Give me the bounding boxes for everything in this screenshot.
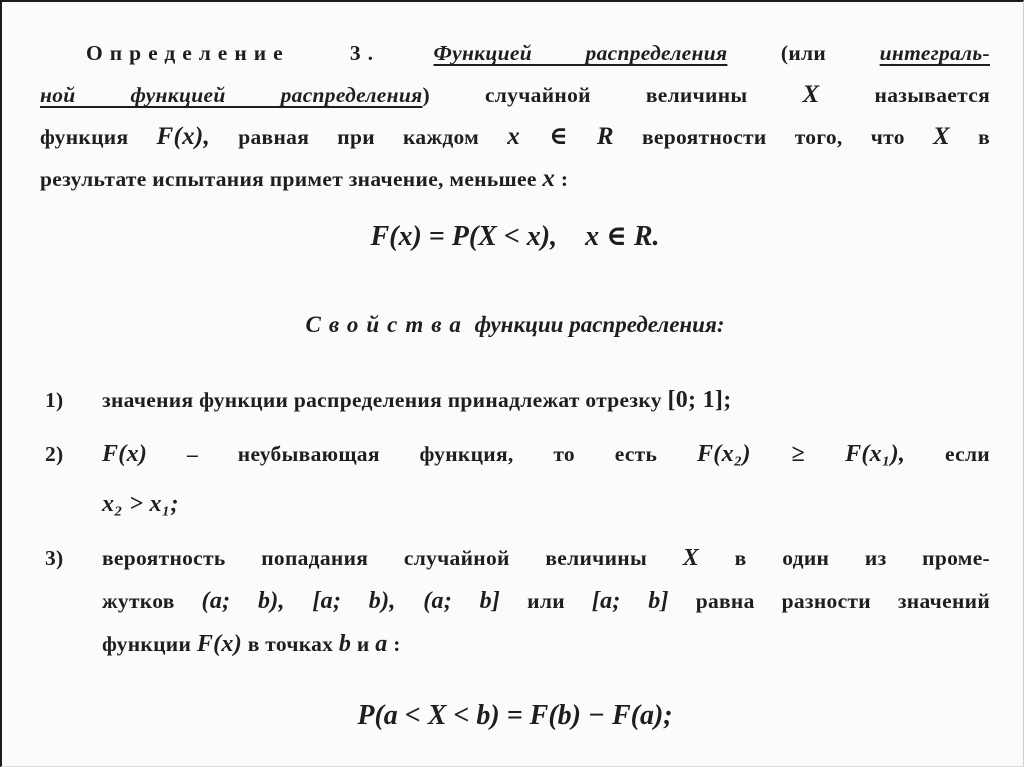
item1-line-1 [102,379,990,421]
item-text [102,379,990,421]
item-text: : [387,632,401,656]
term-integral-part2: ной функцией распределения [40,83,423,107]
item-text: в один из проме- [699,546,990,570]
list-item [40,379,990,421]
math-x-in-R: x ∈ R [507,123,614,150]
definition-text: в [949,125,990,149]
definition-text: : [555,167,569,191]
definition-mid-text: (или [727,41,880,65]
distribution-function-formula [40,215,990,259]
properties-list [40,379,990,666]
item-text: равна разности значений [668,589,991,613]
item-text: или [500,589,592,613]
item-text [102,429,990,529]
definition-text: ) случайной величины [422,83,803,107]
term-distribution-function: Функцией распределения [433,41,728,65]
item3-line-2 [102,580,990,623]
item-text: вероятность попадания случайной величины [102,546,683,570]
math-interval-closed: [a; b] [591,588,669,614]
item-text: значения функции распределения принадлежат отрезку [102,388,668,412]
formula-condition: x ∈ R. [585,221,660,252]
item-text: функции [102,632,197,656]
definition-text: равная при каждом [210,125,508,149]
item2-line-1 [102,429,990,479]
item-text: жутков [102,589,202,613]
definition-line-3 [40,116,990,158]
item-text: – неубывающая функция, то есть [147,442,697,466]
definition-label: Определение 3. [86,41,381,65]
item-text [102,537,990,666]
item-text: в точках [242,632,339,656]
math-F-of-x: F(x) [102,441,148,467]
heading-word-properties: Свойства [305,312,469,337]
math-var-x: x [542,165,556,192]
item2-line-2 [102,479,990,529]
math-F-of-x: F(x), [156,123,211,150]
math-var-X: X [682,545,700,571]
item-number: 2) [45,442,64,466]
math-var-a: a [375,631,388,657]
definition-text: функция [40,125,157,149]
spacer [380,41,434,65]
math-x2-gt-x1: x₂ > x₁; [102,491,179,517]
item-text: и [351,632,376,656]
math-interval-0-1: [0; 1]; [667,387,732,413]
item-text: если [905,442,990,466]
math-F-of-x: F(x) [196,631,243,657]
item3-line-3 [102,623,990,666]
definition-text: вероятности того, что [613,125,933,149]
heading-rest: функции распределения: [468,312,725,337]
item3-line-1 [102,537,990,580]
math-var-X: X [932,123,950,150]
list-item [40,537,990,666]
list-item [40,429,990,529]
definition-text: результате испытания примет значение, меньшее [40,167,543,191]
math-monotonicity: F(x₂) ≥ F(x₁), [696,441,906,467]
math-var-X: X [802,81,820,108]
properties-heading [40,309,990,341]
term-integral-part1: интеграль- [879,41,990,65]
definition-line-1 [40,32,990,74]
definition-line-2 [40,74,990,116]
definition-paragraph [40,32,990,200]
item-number: 3) [45,546,64,570]
definition-text: называется [819,83,990,107]
probability-difference-formula: P(a < X < b) = F(b) − F(a); [357,700,673,731]
math-var-b: b [338,631,352,657]
item-number: 1) [45,388,64,412]
formula-main: F(x) = P(X < x), [370,221,558,252]
definition-line-4 [40,158,990,200]
math-intervals: (a; b), [a; b), (a; b] [201,588,501,614]
